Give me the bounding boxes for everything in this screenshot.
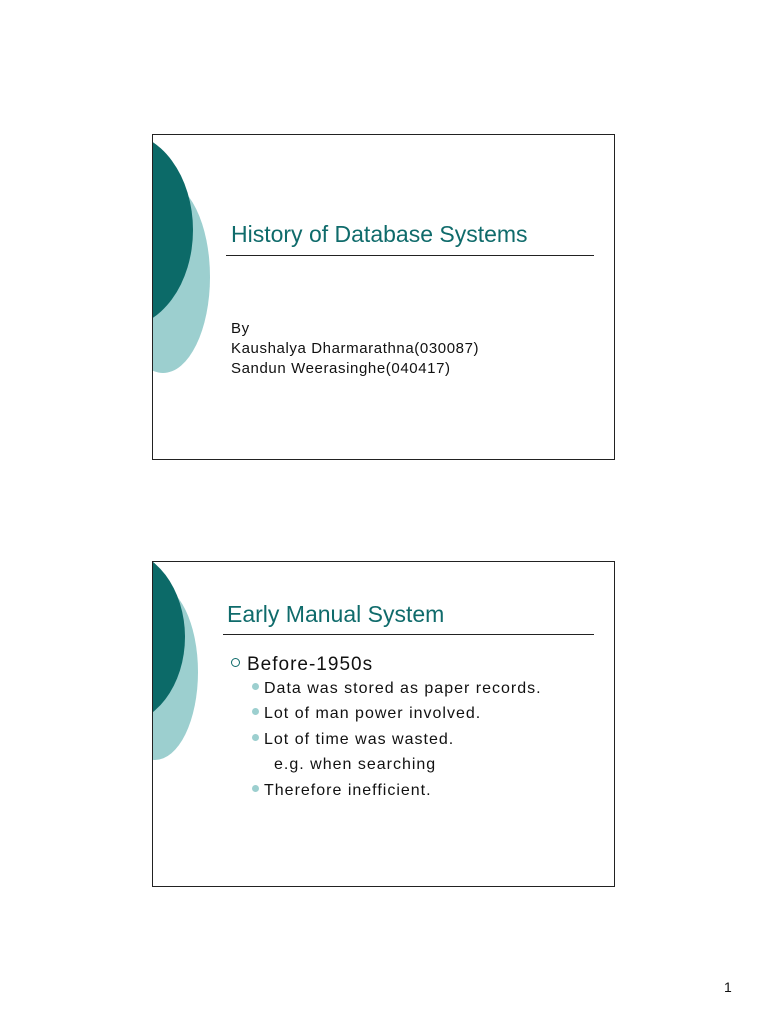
dot-bullet-icon <box>252 785 259 792</box>
decorative-circles <box>153 135 233 460</box>
slide-early-manual-system <box>152 561 615 887</box>
decorative-circles <box>153 562 233 887</box>
byline-author-2: Sandun Weerasinghe(040417) <box>231 360 451 377</box>
byline-by: By <box>231 320 250 337</box>
bullet-text: Before-1950s <box>247 654 374 675</box>
dot-bullet-icon <box>252 708 259 715</box>
sub-bullet-text: Therefore inefficient. <box>264 782 432 799</box>
slide-title <box>152 134 615 460</box>
slide-title-text: History of Database Systems <box>231 221 528 247</box>
sub-bullet <box>252 731 454 749</box>
ring-bullet-icon <box>231 658 240 667</box>
sub-bullet-text: Lot of man power involved. <box>264 705 482 722</box>
dot-bullet-icon <box>252 734 259 741</box>
sub-bullet <box>252 705 481 723</box>
sub-bullet <box>252 782 432 800</box>
sub-bullet-text: Lot of time was wasted. <box>264 731 455 748</box>
dot-bullet-icon <box>252 683 259 690</box>
page-number: 1 <box>724 979 732 995</box>
sub-bullet-continuation: e.g. when searching <box>274 756 437 773</box>
title-underline <box>223 634 594 635</box>
title-underline <box>226 255 594 256</box>
slide-title-text: Early Manual System <box>227 601 445 627</box>
sub-bullet-text: Data was stored as paper records. <box>264 680 542 697</box>
byline <box>231 319 479 379</box>
bullet-level1 <box>231 654 373 676</box>
byline-author-1: Kaushalya Dharmarathna(030087) <box>231 340 480 357</box>
sub-bullet <box>252 680 542 698</box>
